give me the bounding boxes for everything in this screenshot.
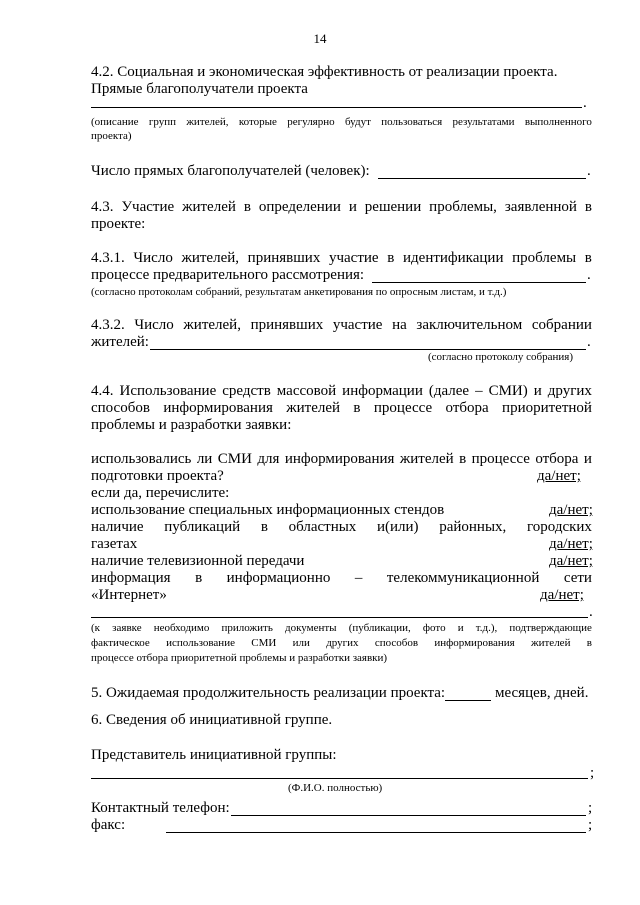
s42-fill-line[interactable] [91, 107, 582, 108]
s6-fax-end: ; [588, 817, 593, 833]
s431-line2: процессе предварительного рассмотрения: [91, 267, 365, 283]
s42-count-end: . [587, 163, 591, 179]
s432-line1: 4.3.2. Число жителей, принявших участие на заключительном собрании [91, 317, 592, 333]
s431-line1: 4.3.1. Число жителей, принявших участие в идентификации проблемы в [91, 250, 592, 266]
s44-q6-answer[interactable]: да/нет; [549, 536, 593, 552]
s44-q5: наличие публикаций в областных и(или) районных, городских [91, 519, 592, 535]
s42-fill-end: . [583, 95, 587, 111]
s42-heading-line1: 4.2. Социальная и экономическая эффективность от реализации проекта. [91, 64, 558, 80]
s44-q9-answer[interactable]: да/нет; [540, 587, 584, 603]
s6-fax-field[interactable] [166, 832, 586, 833]
s44-heading-line1: 4.4. Использование средств массовой информации (далее – СМИ) и других [91, 383, 592, 399]
s44-q2-answer[interactable]: да/нет; [537, 468, 581, 484]
s5-tail: месяцев, дней. [495, 685, 589, 701]
s44-q7: наличие телевизионной передачи [91, 553, 305, 569]
s432-line2: жителей: [91, 334, 149, 350]
s44-note-line2: фактическое использование СМИ или других способов информирования жителей в [91, 637, 592, 649]
s431-end: . [587, 267, 591, 283]
s6-fax-label: факс: [91, 817, 126, 833]
s44-q1: использовались ли СМИ для информирования жителей в процессе отбора и [91, 451, 592, 467]
s43-heading-line1: 4.3. Участие жителей в определении и решении проблемы, заявленной в [91, 199, 592, 215]
s44-q6: газетах [91, 536, 138, 552]
s431-note: (согласно протоколам собраний, результатам анкетирования по опросным листам, и т.д.) [91, 286, 507, 298]
s42-note-line1: (описание групп жителей, которые регулярно будут пользоваться результатами выполненного [91, 116, 592, 128]
s5-duration-field[interactable] [445, 700, 491, 701]
s44-heading-line3: проблемы и разработки заявки: [91, 417, 292, 433]
s6-rep-fill-field[interactable] [91, 778, 588, 779]
s44-fill-line[interactable] [91, 617, 588, 618]
s43-heading-line2: проекте: [91, 216, 146, 232]
s6-rep-label: Представитель инициативной группы: [91, 747, 337, 763]
s44-heading-line2: способов информирования жителей в процессе отбора приоритетной [91, 400, 592, 416]
s6-title: 6. Сведения об инициативной группе. [91, 712, 333, 728]
s432-fill-field[interactable] [150, 349, 586, 350]
s6-phone-end: ; [588, 800, 593, 816]
s44-q8: информация в информационно – телекоммуникационной сети [91, 570, 592, 586]
s44-q7-answer[interactable]: да/нет; [549, 553, 593, 569]
s44-fill-end: . [589, 604, 593, 620]
s42-count-label: Число прямых благополучателей (человек): [91, 163, 370, 179]
s44-note-line1: (к заявке необходимо приложить документы (публикации, фото и т.д.), подтверждающие [91, 622, 592, 634]
s42-count-field[interactable] [378, 178, 586, 179]
s44-q3: если да, перечислите: [91, 485, 230, 501]
s44-note-line3: процессе отбора приоритетной проблемы и разработки заявки) [91, 652, 388, 664]
s431-fill-field[interactable] [372, 282, 586, 283]
s5-label: 5. Ожидаемая продолжительность реализации проекта: [91, 685, 446, 701]
s44-q4: использование специальных информационных стендов [91, 502, 445, 518]
s6-fio-note: (Ф.И.О. полностью) [288, 782, 383, 794]
s6-phone-label: Контактный телефон: [91, 800, 230, 816]
s6-phone-field[interactable] [231, 815, 586, 816]
s44-q9: «Интернет» [91, 587, 167, 603]
s42-heading-line2: Прямые благополучатели проекта [91, 81, 308, 97]
s432-end: . [587, 334, 591, 350]
s42-note-line2: проекта) [91, 130, 132, 142]
s44-q4-answer[interactable]: да/нет; [549, 502, 593, 518]
s6-rep-end: ; [590, 765, 595, 781]
s432-note: (согласно протоколу собрания) [428, 351, 574, 363]
s44-q2: подготовки проекта? [91, 468, 224, 484]
page-number: 14 [313, 31, 327, 46]
